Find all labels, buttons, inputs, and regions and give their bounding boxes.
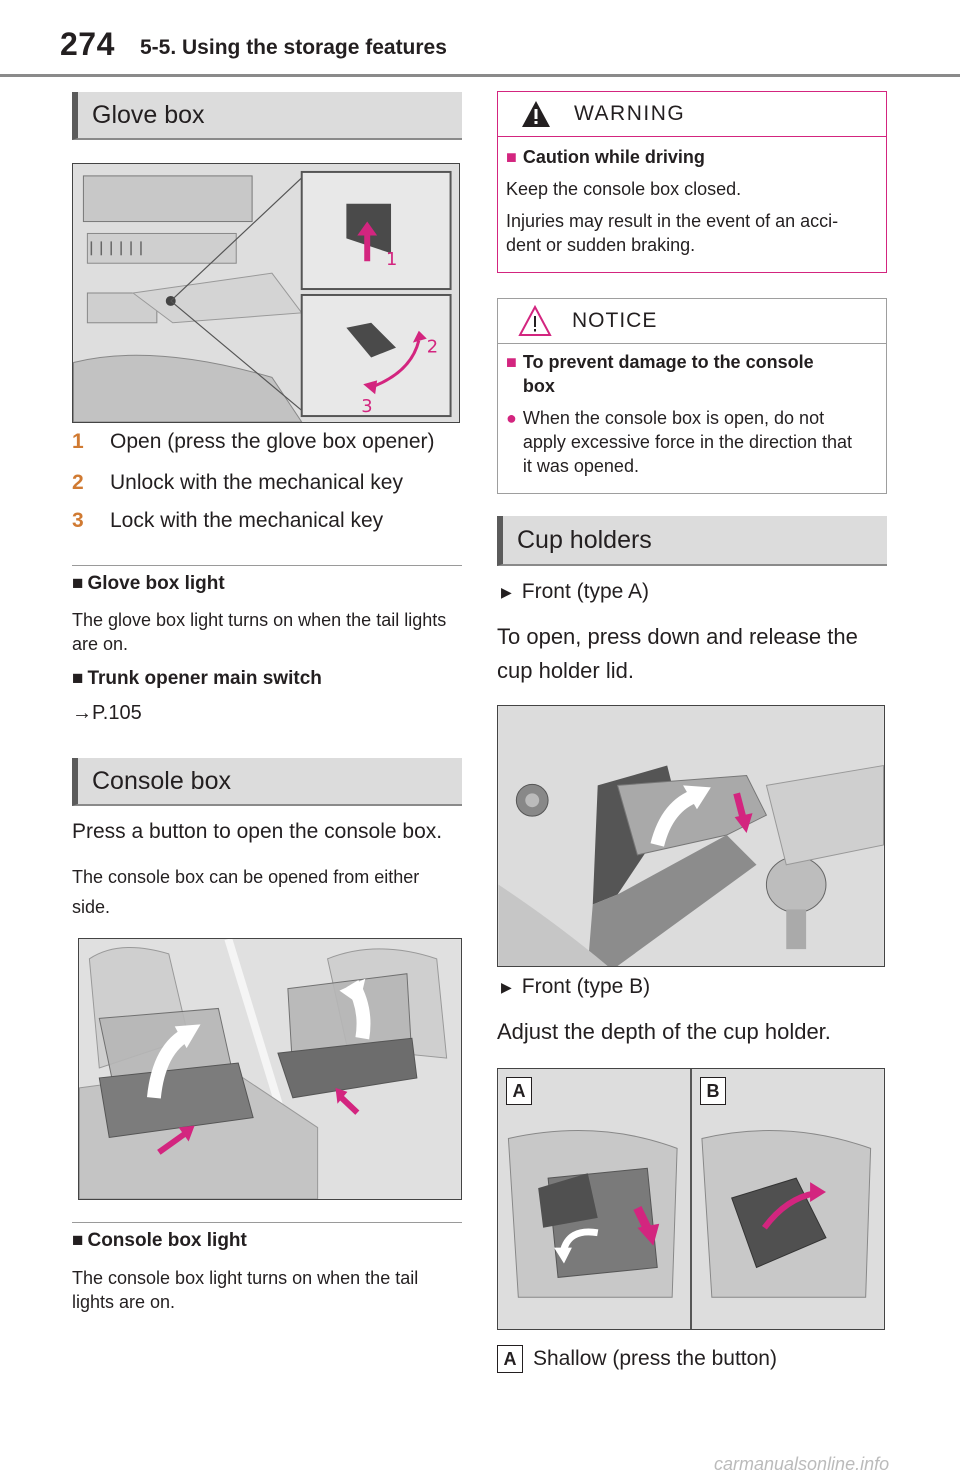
legend-a-text: Shallow (press the button): [533, 1347, 777, 1370]
callout-3: 3: [361, 396, 373, 418]
cup-holder-type-a-figure: [497, 705, 885, 967]
right-arrow-bullet-icon: ▶: [501, 978, 512, 995]
console-box-heading-text: Console box: [92, 766, 231, 795]
cup-holders-heading-text: Cup holders: [517, 525, 652, 554]
step-number: 2: [72, 471, 84, 494]
right-arrow-bullet-icon: ▶: [501, 583, 512, 600]
glove-light-text: The glove box light turns on when the tail lights are on.: [72, 610, 447, 654]
glove-light-heading: ■ Glove box light: [72, 573, 225, 594]
console-box-figure: [78, 938, 462, 1200]
fig-label-a: A: [506, 1077, 532, 1105]
console-note: The console box can be opened from either side.: [72, 867, 420, 917]
legend-label-a: A: [497, 1345, 523, 1373]
step-text: Open (press the glove box opener): [110, 430, 435, 453]
step-text: Unlock with the mechanical key: [110, 471, 403, 494]
glove-step-3: [72, 509, 383, 533]
console-box-heading: [72, 758, 462, 806]
warning-heading-text: Caution while driving: [522, 147, 705, 167]
console-light-heading-text: Console box light: [87, 1230, 247, 1251]
cup-holder-type-a-illustration: [498, 706, 884, 966]
console-light-heading: ■ Console box light: [72, 1230, 247, 1251]
step-number: 1: [72, 430, 84, 453]
warning-box: [497, 91, 887, 273]
watermark: carmanualsonline.info: [714, 1454, 890, 1474]
notice-bullet: ● When the console box is open, do not apply excessive force in the direction that it was opened.: [506, 408, 853, 476]
cup-holders-heading: [497, 516, 887, 566]
warning-title-bar: [498, 92, 886, 137]
legend-a: [497, 1345, 777, 1373]
glove-box-figure: [72, 163, 460, 423]
cup-holder-type-b-illustration: [498, 1069, 884, 1329]
warning-line-1: Keep the console box closed.: [506, 179, 742, 199]
warning-line-2: Injuries may result in the event of an acci- dent or sudden braking.: [506, 211, 839, 255]
notice-heading: ■ To prevent damage to the console box: [506, 350, 878, 398]
type-b-text: Adjust the depth of the cup holder.: [497, 1019, 831, 1044]
glove-box-illustration: [73, 164, 459, 422]
callout-2: 2: [426, 336, 439, 358]
glove-step-2: [72, 471, 403, 495]
trunk-opener-heading: ■ Trunk opener main switch: [72, 668, 322, 689]
notice-title-bar: [498, 299, 886, 344]
page-number: 274: [60, 26, 115, 62]
notice-title: NOTICE: [572, 309, 658, 332]
notice-heading-text: To prevent damage to the console box: [522, 352, 814, 396]
glove-box-heading: [72, 92, 462, 140]
type-b-label: [497, 975, 650, 999]
notice-bullet-text: When the console box is open, do not apply excessive force in the direction that it was opened.: [522, 408, 853, 476]
section-title: 5-5. Using the storage features: [140, 36, 447, 59]
type-a-text: To open, press down and release the cup holder lid.: [497, 624, 858, 683]
glove-light-heading-text: Glove box light: [87, 573, 225, 594]
divider: [72, 565, 462, 566]
type-b-label-text: Front (type B): [521, 975, 651, 998]
console-box-illustration: [79, 939, 461, 1199]
fig-label-b: B: [700, 1077, 726, 1105]
notice-triangle-icon: [518, 305, 552, 337]
glove-box-heading-text: Glove box: [92, 100, 205, 129]
cup-holder-type-b-figure: [497, 1068, 885, 1330]
console-light-text: The console box light turns on when the tail lights are on.: [72, 1268, 419, 1312]
warning-triangle-icon: [520, 99, 552, 129]
step-text: Lock with the mechanical key: [110, 509, 384, 532]
warning-heading: ■ Caution while driving: [506, 147, 705, 167]
type-a-label: [497, 580, 649, 604]
glove-step-1: [72, 430, 435, 454]
step-number: 3: [72, 509, 84, 532]
trunk-opener-heading-text: Trunk opener main switch: [87, 668, 322, 689]
header-rule: [0, 74, 960, 77]
notice-box: [497, 298, 887, 494]
divider: [72, 1222, 462, 1223]
trunk-opener-page-ref[interactable]: →P.105: [72, 702, 142, 724]
warning-title: WARNING: [574, 102, 686, 125]
callout-1: 1: [386, 249, 398, 271]
type-a-label-text: Front (type A): [521, 580, 649, 603]
console-intro: Press a button to open the console box.: [72, 820, 443, 843]
